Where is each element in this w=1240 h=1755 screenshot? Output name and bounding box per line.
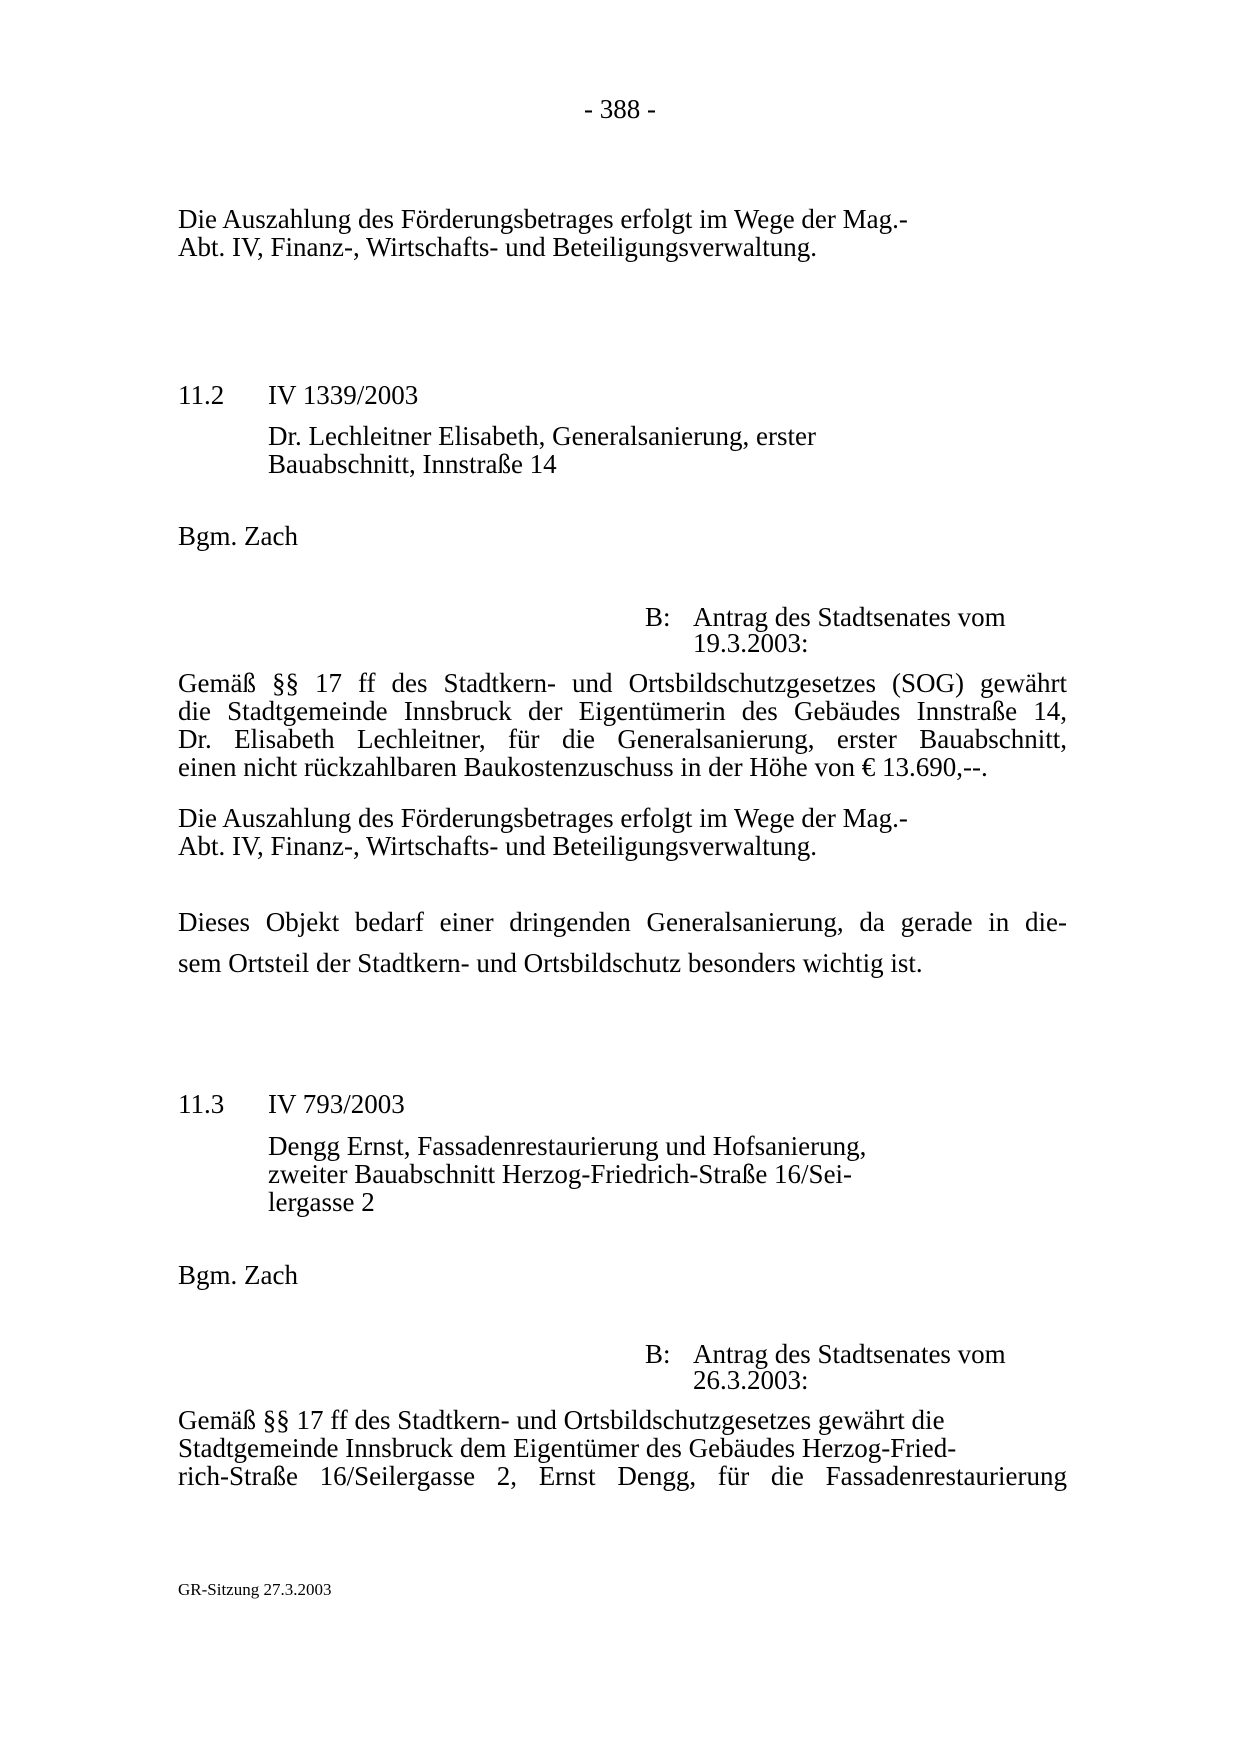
top-paragraph-line-2: Abt. IV, Finanz-, Wirtschafts- und Beteiligungsverwaltung. — [178, 232, 818, 262]
item-11-2-decision-line-3: Dr. Elisabeth Lechleitner, für die Generalsanierung, erster Bauabschnitt, — [178, 724, 1067, 754]
item-11-3-subject-line-3: lergasse 2 — [268, 1187, 375, 1217]
item-11-2-subject-line-2: Bauabschnitt, Innstraße 14 — [268, 449, 557, 479]
item-11-3-motion-line-1: Antrag des Stadtsenates vom — [693, 1339, 1006, 1369]
item-11-3-reference: IV 793/2003 — [268, 1089, 405, 1119]
item-11-2-justification-line-2: sem Ortsteil der Stadtkern- und Ortsbildschutz besonders wichtig ist. — [178, 948, 923, 978]
item-11-3-number: 11.3 — [178, 1089, 225, 1119]
item-11-2-decision-line-2: die Stadtgemeinde Innsbruck der Eigentümerin des Gebäudes Innstraße 14, — [178, 696, 1067, 726]
item-11-2-reference: IV 1339/2003 — [268, 380, 419, 410]
page-number: - 388 - — [584, 94, 656, 124]
item-11-2-payment-line-1: Die Auszahlung des Förderungsbetrages erfolgt im Wege der Mag.- — [178, 803, 908, 833]
item-11-3-decision-line-1: Gemäß §§ 17 ff des Stadtkern- und Ortsbildschutzgesetzes gewährt die — [178, 1405, 945, 1435]
item-11-3-decision-line-2: Stadtgemeinde Innsbruck dem Eigentümer des Gebäudes Herzog-Fried- — [178, 1433, 957, 1463]
item-11-2-subject-line-1: Dr. Lechleitner Elisabeth, Generalsanierung, erster — [268, 421, 817, 451]
item-11-2-decision-paragraph — [178, 669, 1067, 781]
item-11-2-motion-line-1: Antrag des Stadtsenates vom — [693, 602, 1006, 632]
item-11-2-justification-paragraph — [178, 902, 1067, 984]
item-11-2-payment-line-2: Abt. IV, Finanz-, Wirtschafts- und Beteiligungsverwaltung. — [178, 831, 818, 861]
item-11-2-motion-label: B: — [645, 602, 671, 632]
item-11-3-decision-paragraph — [178, 1406, 1067, 1490]
item-11-2-justification-line-1: Dieses Objekt bedarf einer dringenden Generalsanierung, da gerade in die- — [178, 907, 1067, 937]
item-11-2-number: 11.2 — [178, 380, 225, 410]
footer-session-date: GR-Sitzung 27.3.2003 — [178, 1580, 332, 1599]
item-11-2-speaker: Bgm. Zach — [178, 521, 298, 551]
top-paragraph-line-1: Die Auszahlung des Förderungsbetrages erfolgt im Wege der Mag.- — [178, 204, 908, 234]
item-11-3-motion-label: B: — [645, 1339, 671, 1369]
item-11-3-subject-line-2: zweiter Bauabschnitt Herzog-Friedrich-Straße 16/Sei- — [268, 1159, 853, 1189]
item-11-3-subject-line-1: Dengg Ernst, Fassadenrestaurierung und Hofsanierung, — [268, 1131, 867, 1161]
item-11-2-decision-line-4: einen nicht rückzahlbaren Baukostenzuschuss in der Höhe von € 13.690,--. — [178, 752, 988, 782]
item-11-2-decision-line-1: Gemäß §§ 17 ff des Stadtkern- und Ortsbildschutzgesetzes (SOG) gewährt — [178, 668, 1067, 698]
item-11-2-motion-line-2: 19.3.2003: — [693, 628, 809, 658]
item-11-3-decision-line-3: rich-Straße 16/Seilergasse 2, Ernst Dengg, für die Fassadenrestaurierung — [178, 1461, 1067, 1491]
item-11-3-motion-line-2: 26.3.2003: — [693, 1365, 809, 1395]
item-11-3-speaker: Bgm. Zach — [178, 1260, 298, 1290]
